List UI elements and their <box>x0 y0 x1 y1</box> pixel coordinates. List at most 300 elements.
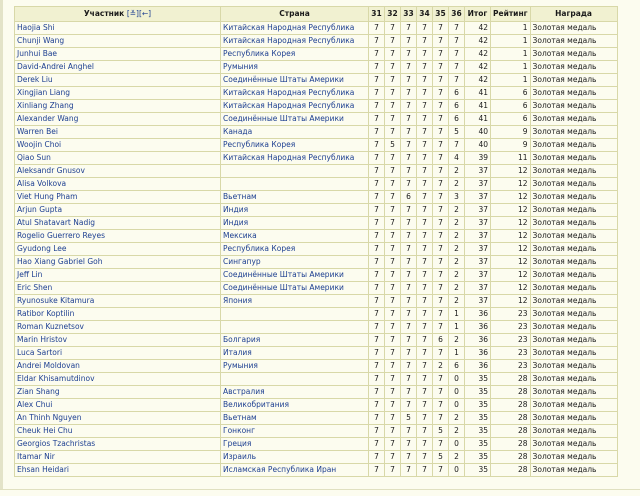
problem-31-score: 7 <box>369 113 385 126</box>
problem-31-score: 7 <box>369 321 385 334</box>
country-cell <box>221 100 369 113</box>
total-score: 37 <box>465 191 491 204</box>
participant-link[interactable]: Itamar Nir <box>17 452 55 461</box>
rank-value: 9 <box>491 126 531 139</box>
country-link[interactable]: Соединённые Штаты Америки <box>223 283 344 292</box>
country-link[interactable]: Япония <box>223 296 252 305</box>
participant-link[interactable]: Chunji Wang <box>17 36 65 45</box>
rank-value: 12 <box>491 256 531 269</box>
rank-value: 6 <box>491 87 531 100</box>
rank-value: 6 <box>491 113 531 126</box>
award-value: Золотая медаль <box>530 139 617 152</box>
country-link[interactable]: Китайская Народная Республика <box>223 101 355 110</box>
problem-34-score: 7 <box>417 178 433 191</box>
country-cell <box>221 152 369 165</box>
total-score: 37 <box>465 230 491 243</box>
problem-35-score: 7 <box>433 191 449 204</box>
table-row <box>15 451 618 464</box>
participant-cell <box>15 191 221 204</box>
participant-cell <box>15 334 221 347</box>
problem-33-score: 7 <box>401 178 417 191</box>
problem-33-score: 7 <box>401 295 417 308</box>
problem-36-score: 6 <box>449 87 465 100</box>
participant-cell <box>15 139 221 152</box>
total-score: 41 <box>465 113 491 126</box>
header-total[interactable]: Итог <box>465 7 491 22</box>
country-link[interactable]: Австралия <box>223 387 265 396</box>
problem-35-score: 7 <box>433 152 449 165</box>
problem-32-score: 7 <box>385 48 401 61</box>
problem-34-score: 7 <box>417 464 433 477</box>
country-link[interactable]: Республика Корея <box>223 244 296 253</box>
participant-link[interactable]: Jeff Lin <box>17 270 43 279</box>
country-cell <box>221 282 369 295</box>
problem-31-score: 7 <box>369 139 385 152</box>
problem-36-score: 7 <box>449 48 465 61</box>
problem-35-score: 7 <box>433 412 449 425</box>
country-link[interactable]: Вьетнам <box>223 413 257 422</box>
header-participant[interactable] <box>15 7 221 22</box>
country-cell <box>221 204 369 217</box>
problem-35-score: 7 <box>433 61 449 74</box>
participant-link[interactable]: Derek Liu <box>17 75 53 84</box>
table-row <box>15 256 618 269</box>
participant-link[interactable]: Cheuk Hei Chu <box>17 426 73 435</box>
participant-cell <box>15 308 221 321</box>
country-link[interactable]: Республика Корея <box>223 140 296 149</box>
country-link[interactable]: Румыния <box>223 62 258 71</box>
problem-35-score: 7 <box>433 217 449 230</box>
participant-cell <box>15 48 221 61</box>
problem-33-score: 7 <box>401 165 417 178</box>
country-cell <box>221 243 369 256</box>
problem-36-score: 2 <box>449 334 465 347</box>
problem-34-score: 7 <box>417 373 433 386</box>
problem-36-score: 2 <box>449 412 465 425</box>
table-row <box>15 360 618 373</box>
participant-cell <box>15 295 221 308</box>
total-score: 37 <box>465 243 491 256</box>
award-value: Золотая медаль <box>530 451 617 464</box>
problem-33-score: 7 <box>401 230 417 243</box>
problem-33-score: 7 <box>401 243 417 256</box>
table-row <box>15 217 618 230</box>
award-value: Золотая медаль <box>530 191 617 204</box>
problem-34-score: 7 <box>417 321 433 334</box>
problem-32-score: 7 <box>385 386 401 399</box>
rank-value: 23 <box>491 360 531 373</box>
participant-link[interactable]: Georgios Tzachristas <box>17 439 96 448</box>
award-value: Золотая медаль <box>530 100 617 113</box>
country-link[interactable]: Соединённые Штаты Америки <box>223 114 344 123</box>
rank-value: 28 <box>491 412 531 425</box>
table-row <box>15 61 618 74</box>
problem-36-score: 1 <box>449 321 465 334</box>
rank-value: 28 <box>491 464 531 477</box>
problem-36-score: 2 <box>449 204 465 217</box>
problem-34-score: 7 <box>417 256 433 269</box>
participant-link[interactable]: Ryunosuke Kitamura <box>17 296 95 305</box>
rank-value: 12 <box>491 269 531 282</box>
total-score: 36 <box>465 308 491 321</box>
award-value: Золотая медаль <box>530 22 617 35</box>
rank-value: 9 <box>491 139 531 152</box>
country-cell <box>221 438 369 451</box>
table-body <box>15 22 618 477</box>
country-link[interactable]: Китайская Народная Республика <box>223 88 355 97</box>
country-link[interactable]: Индия <box>223 218 249 227</box>
rank-value: 1 <box>491 74 531 87</box>
problem-35-score: 7 <box>433 399 449 412</box>
participant-link[interactable]: Woojin Choi <box>17 140 62 149</box>
rank-value: 1 <box>491 61 531 74</box>
participant-link[interactable]: Alex Chui <box>17 400 53 409</box>
participant-cell <box>15 126 221 139</box>
problem-36-score: 5 <box>449 126 465 139</box>
participant-link[interactable]: Alexander Wang <box>17 114 79 123</box>
problem-36-score: 0 <box>449 438 465 451</box>
header-award[interactable]: Награда <box>530 7 617 22</box>
country-link[interactable]: Канада <box>223 127 253 136</box>
problem-33-score: 7 <box>401 87 417 100</box>
participant-link[interactable]: Gyudong Lee <box>17 244 67 253</box>
rank-value: 28 <box>491 425 531 438</box>
country-link[interactable]: Болгария <box>223 335 261 344</box>
problem-35-score: 7 <box>433 204 449 217</box>
participant-link[interactable]: Atul Shatavart Nadig <box>17 218 96 227</box>
award-value: Золотая медаль <box>530 412 617 425</box>
participant-link[interactable]: Rogelio Guerrero Reyes <box>17 231 105 240</box>
participant-link[interactable]: Haojia Shi <box>17 23 55 32</box>
country-cell <box>221 217 369 230</box>
participant-cell <box>15 412 221 425</box>
participant-link[interactable]: Andrei Moldovan <box>17 361 80 370</box>
country-link[interactable]: Соединённые Штаты Америки <box>223 75 344 84</box>
country-cell <box>221 425 369 438</box>
participant-link[interactable]: Arjun Gupta <box>17 205 63 214</box>
problem-34-score: 7 <box>417 22 433 35</box>
problem-32-score: 7 <box>385 295 401 308</box>
problem-31-score: 7 <box>369 230 385 243</box>
country-link[interactable]: Румыния <box>223 361 258 370</box>
country-cell <box>221 126 369 139</box>
problem-36-score: 2 <box>449 178 465 191</box>
participant-cell <box>15 217 221 230</box>
problem-36-score: 3 <box>449 191 465 204</box>
header-row <box>15 7 618 22</box>
award-value: Золотая медаль <box>530 464 617 477</box>
problem-32-score: 7 <box>385 269 401 282</box>
country-link[interactable]: Италия <box>223 348 252 357</box>
participant-link[interactable]: Alisa Volkova <box>17 179 67 188</box>
participant-link[interactable]: Eric Shen <box>17 283 53 292</box>
participant-cell <box>15 87 221 100</box>
table-row <box>15 87 618 100</box>
participant-cell <box>15 178 221 191</box>
country-link[interactable]: Великобритания <box>223 400 290 409</box>
award-value: Золотая медаль <box>530 373 617 386</box>
table-row <box>15 412 618 425</box>
participant-cell <box>15 321 221 334</box>
problem-34-score: 7 <box>417 425 433 438</box>
header-participant-label: Участник <box>83 9 125 18</box>
problem-34-score: 7 <box>417 230 433 243</box>
problem-35-score: 7 <box>433 230 449 243</box>
country-link[interactable]: Республика Корея <box>223 49 296 58</box>
problem-36-score: 7 <box>449 61 465 74</box>
rank-value: 1 <box>491 22 531 35</box>
table-row <box>15 100 618 113</box>
country-link[interactable]: Вьетнам <box>223 192 257 201</box>
problem-33-score: 7 <box>401 321 417 334</box>
header-country[interactable]: Страна <box>221 7 369 22</box>
header-problem-32[interactable]: 32 <box>385 7 401 22</box>
problem-32-score: 7 <box>385 451 401 464</box>
problem-33-score: 7 <box>401 139 417 152</box>
problem-32-score: 7 <box>385 217 401 230</box>
award-value: Золотая медаль <box>530 282 617 295</box>
problem-34-score: 7 <box>417 100 433 113</box>
participant-cell <box>15 399 221 412</box>
rank-value: 28 <box>491 399 531 412</box>
problem-36-score: 2 <box>449 165 465 178</box>
problem-34-score: 7 <box>417 139 433 152</box>
award-value: Золотая медаль <box>530 347 617 360</box>
participant-link[interactable]: An Thinh Nguyen <box>17 413 82 422</box>
rank-value: 12 <box>491 191 531 204</box>
problem-36-score: 0 <box>449 464 465 477</box>
participant-link[interactable]: Eldar Khisamutdinov <box>17 374 95 383</box>
problem-31-score: 7 <box>369 165 385 178</box>
participant-link[interactable]: Junhui Bae <box>17 49 58 58</box>
participant-cell <box>15 22 221 35</box>
participant-cell <box>15 243 221 256</box>
rank-value: 12 <box>491 230 531 243</box>
problem-32-score: 7 <box>385 204 401 217</box>
problem-32-score: 7 <box>385 152 401 165</box>
participant-link[interactable]: Viet Hung Pham <box>17 192 78 201</box>
country-link[interactable]: Индия <box>223 205 249 214</box>
country-cell <box>221 464 369 477</box>
participant-link[interactable]: Hao Xiang Gabriel Goh <box>17 257 103 266</box>
participant-link[interactable]: Aleksandr Gnusov <box>17 166 85 175</box>
problem-35-score: 7 <box>433 35 449 48</box>
table-row <box>15 282 618 295</box>
problem-32-score: 7 <box>385 191 401 204</box>
problem-35-score: 7 <box>433 48 449 61</box>
problem-33-score: 6 <box>401 191 417 204</box>
table-row <box>15 269 618 282</box>
problem-35-score: 7 <box>433 139 449 152</box>
participant-link[interactable]: Ehsan Heidari <box>17 465 69 474</box>
problem-36-score: 7 <box>449 22 465 35</box>
country-link[interactable]: Китайская Народная Республика <box>223 23 355 32</box>
results-table <box>14 6 618 477</box>
problem-35-score: 5 <box>433 451 449 464</box>
problem-32-score: 7 <box>385 61 401 74</box>
problem-32-score: 7 <box>385 373 401 386</box>
problem-33-score: 7 <box>401 217 417 230</box>
country-cell <box>221 35 369 48</box>
problem-31-score: 7 <box>369 87 385 100</box>
problem-34-score: 7 <box>417 386 433 399</box>
country-link[interactable]: Китайская Народная Республика <box>223 36 355 45</box>
country-link[interactable]: Исламская Республика Иран <box>223 465 337 474</box>
problem-34-score: 7 <box>417 113 433 126</box>
problem-31-score: 7 <box>369 191 385 204</box>
problem-31-score: 7 <box>369 269 385 282</box>
rank-value: 12 <box>491 282 531 295</box>
total-score: 41 <box>465 87 491 100</box>
problem-33-score: 7 <box>401 35 417 48</box>
header-problem-33[interactable]: 33 <box>401 7 417 22</box>
problem-31-score: 7 <box>369 243 385 256</box>
problem-35-score: 7 <box>433 269 449 282</box>
rank-value: 23 <box>491 308 531 321</box>
table-row <box>15 165 618 178</box>
country-link[interactable]: Китайская Народная Республика <box>223 153 355 162</box>
country-cell <box>221 308 369 321</box>
problem-33-score: 7 <box>401 61 417 74</box>
problem-33-score: 7 <box>401 113 417 126</box>
table-row <box>15 178 618 191</box>
award-value: Золотая медаль <box>530 61 617 74</box>
table-row <box>15 191 618 204</box>
problem-33-score: 5 <box>401 412 417 425</box>
award-value: Золотая медаль <box>530 425 617 438</box>
award-value: Золотая медаль <box>530 87 617 100</box>
problem-32-score: 7 <box>385 321 401 334</box>
award-value: Золотая медаль <box>530 178 617 191</box>
problem-34-score: 7 <box>417 87 433 100</box>
problem-34-score: 7 <box>417 243 433 256</box>
problem-34-score: 7 <box>417 126 433 139</box>
problem-34-score: 7 <box>417 204 433 217</box>
country-cell <box>221 113 369 126</box>
problem-34-score: 7 <box>417 412 433 425</box>
award-value: Золотая медаль <box>530 256 617 269</box>
country-link[interactable]: Гонконг <box>223 426 256 435</box>
problem-32-score: 7 <box>385 347 401 360</box>
header-problem-36[interactable]: 36 <box>449 7 465 22</box>
table-row <box>15 295 618 308</box>
problem-35-score: 7 <box>433 256 449 269</box>
problem-35-score: 6 <box>433 334 449 347</box>
problem-34-score: 7 <box>417 334 433 347</box>
total-score: 37 <box>465 165 491 178</box>
participant-link[interactable]: Warren Bei <box>17 127 58 136</box>
header-problem-34[interactable]: 34 <box>417 7 433 22</box>
participant-link[interactable]: Roman Kuznetsov <box>17 322 84 331</box>
country-cell <box>221 347 369 360</box>
header-rank[interactable]: Рейтинг <box>491 7 531 22</box>
award-value: Золотая медаль <box>530 113 617 126</box>
problem-34-score: 7 <box>417 347 433 360</box>
participant-cell <box>15 100 221 113</box>
participant-link[interactable]: Xinliang Zhang <box>17 101 74 110</box>
total-score: 37 <box>465 282 491 295</box>
participant-link[interactable]: Luca Sartori <box>17 348 63 357</box>
problem-31-score: 7 <box>369 35 385 48</box>
problem-35-score: 7 <box>433 282 449 295</box>
problem-33-score: 7 <box>401 308 417 321</box>
problem-31-score: 7 <box>369 464 385 477</box>
participant-cell <box>15 360 221 373</box>
problem-35-score: 7 <box>433 347 449 360</box>
problem-32-score: 7 <box>385 438 401 451</box>
participant-link[interactable]: Ratibor Koptilin <box>17 309 75 318</box>
country-link[interactable]: Соединённые Штаты Америки <box>223 270 344 279</box>
participant-link[interactable]: David-Andrei Anghel <box>17 62 94 71</box>
participant-link[interactable]: Qiao Sun <box>17 153 51 162</box>
problem-33-score: 7 <box>401 373 417 386</box>
table-row <box>15 204 618 217</box>
problem-36-score: 0 <box>449 373 465 386</box>
problem-32-score: 7 <box>385 308 401 321</box>
problem-33-score: 7 <box>401 399 417 412</box>
total-score: 36 <box>465 321 491 334</box>
problem-31-score: 7 <box>369 412 385 425</box>
rank-value: 28 <box>491 438 531 451</box>
problem-35-score: 5 <box>433 425 449 438</box>
problem-34-score: 7 <box>417 282 433 295</box>
problem-36-score: 2 <box>449 217 465 230</box>
problem-31-score: 7 <box>369 256 385 269</box>
total-score: 42 <box>465 74 491 87</box>
total-score: 35 <box>465 425 491 438</box>
country-link[interactable]: Сингапур <box>223 257 261 266</box>
header-problem-35[interactable]: 35 <box>433 7 449 22</box>
sort-controls[interactable]: [≚][←] <box>126 9 152 18</box>
rank-value: 28 <box>491 373 531 386</box>
problem-36-score: 2 <box>449 243 465 256</box>
problem-35-score: 7 <box>433 386 449 399</box>
award-value: Золотая медаль <box>530 48 617 61</box>
problem-34-score: 7 <box>417 165 433 178</box>
participant-link[interactable]: Marin Hristov <box>17 335 68 344</box>
table-row <box>15 321 618 334</box>
problem-34-score: 7 <box>417 295 433 308</box>
rank-value: 11 <box>491 152 531 165</box>
country-link[interactable]: Израиль <box>223 452 257 461</box>
participant-link[interactable]: Zian Shang <box>17 387 60 396</box>
problem-33-score: 7 <box>401 438 417 451</box>
table-row <box>15 113 618 126</box>
country-link[interactable]: Мексика <box>223 231 257 240</box>
country-cell <box>221 295 369 308</box>
table-row <box>15 308 618 321</box>
award-value: Золотая медаль <box>530 308 617 321</box>
participant-cell <box>15 386 221 399</box>
problem-31-score: 7 <box>369 282 385 295</box>
award-value: Золотая медаль <box>530 126 617 139</box>
problem-35-score: 7 <box>433 165 449 178</box>
country-cell <box>221 412 369 425</box>
participant-cell <box>15 35 221 48</box>
problem-35-score: 2 <box>433 360 449 373</box>
rank-value: 12 <box>491 243 531 256</box>
problem-34-score: 7 <box>417 217 433 230</box>
country-cell <box>221 87 369 100</box>
header-problem-31[interactable]: 31 <box>369 7 385 22</box>
problem-33-score: 7 <box>401 334 417 347</box>
problem-31-score: 7 <box>369 178 385 191</box>
country-link[interactable]: Греция <box>223 439 252 448</box>
country-cell <box>221 386 369 399</box>
participant-cell <box>15 61 221 74</box>
participant-link[interactable]: Xingjian Liang <box>17 88 71 97</box>
problem-33-score: 7 <box>401 22 417 35</box>
